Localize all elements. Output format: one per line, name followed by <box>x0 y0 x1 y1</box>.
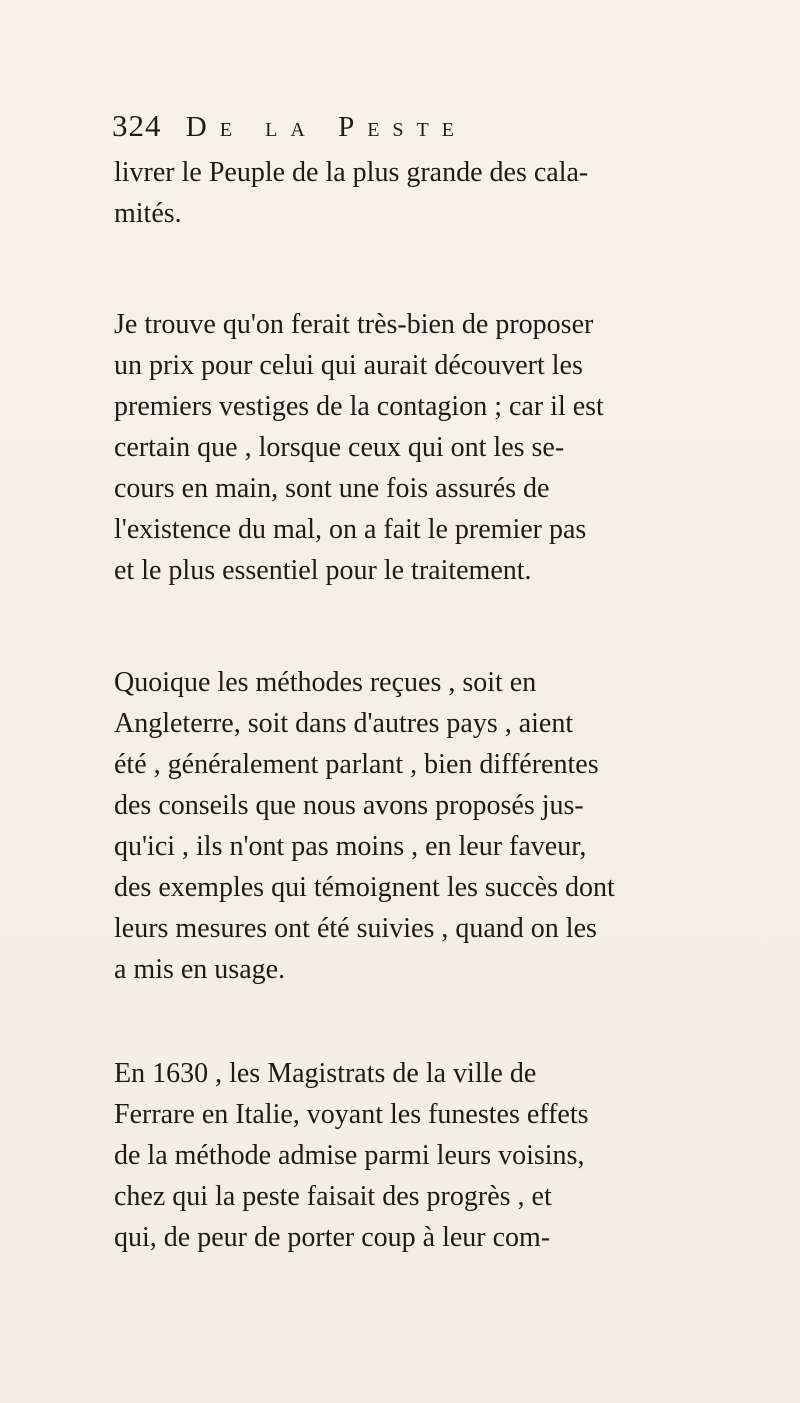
page-header <box>112 101 732 151</box>
text-line: des conseils que nous avons proposés jus- <box>114 790 584 821</box>
text-line: cours en main, sont une fois assurés de <box>114 473 550 504</box>
text-line: mités. <box>114 198 182 229</box>
text-line: Angleterre, soit dans d'autres pays , aient <box>114 708 574 739</box>
text-line: Quoique les méthodes reçues , soit en <box>114 667 537 698</box>
paragraph-4 <box>114 1053 726 1258</box>
text-line: un prix pour celui qui aurait découvert les <box>114 350 583 381</box>
text-line: qui, de peur de porter coup à leur com- <box>114 1222 551 1253</box>
text-line: chez qui la peste faisait des progrès , et <box>114 1181 552 1212</box>
text-line: En 1630 , les Magistrats de la ville de <box>114 1058 537 1089</box>
paragraph-2 <box>114 304 726 591</box>
text-line: et le plus essentiel pour le traitement. <box>114 555 532 586</box>
text-line: de la méthode admise parmi leurs voisins, <box>114 1140 585 1171</box>
text-line: qu'ici , ils n'ont pas moins , en leur faveur, <box>114 831 587 862</box>
text-line: Je trouve qu'on ferait très-bien de proposer <box>114 309 594 340</box>
text-line: premiers vestiges de la contagion ; car il est <box>114 391 604 422</box>
text-line: a mis en usage. <box>114 954 286 985</box>
text-line: l'existence du mal, on a fait le premier pas <box>114 514 587 545</box>
text-line: Ferrare en Italie, voyant les funestes effets <box>114 1099 589 1130</box>
text-line: leurs mesures ont été suivies , quand on les <box>114 913 597 944</box>
text-line: été , généralement parlant , bien différentes <box>114 749 599 780</box>
text-line: des exemples qui témoignent les succès dont <box>114 872 615 903</box>
paragraph-3 <box>114 662 726 990</box>
page-number: 324 <box>112 108 162 143</box>
running-head: De la Peste <box>185 111 467 143</box>
text-line: certain que , lorsque ceux qui ont les se- <box>114 432 565 463</box>
text-line: livrer le Peuple de la plus grande des cala- <box>114 157 589 188</box>
paragraph-1 <box>114 152 726 234</box>
